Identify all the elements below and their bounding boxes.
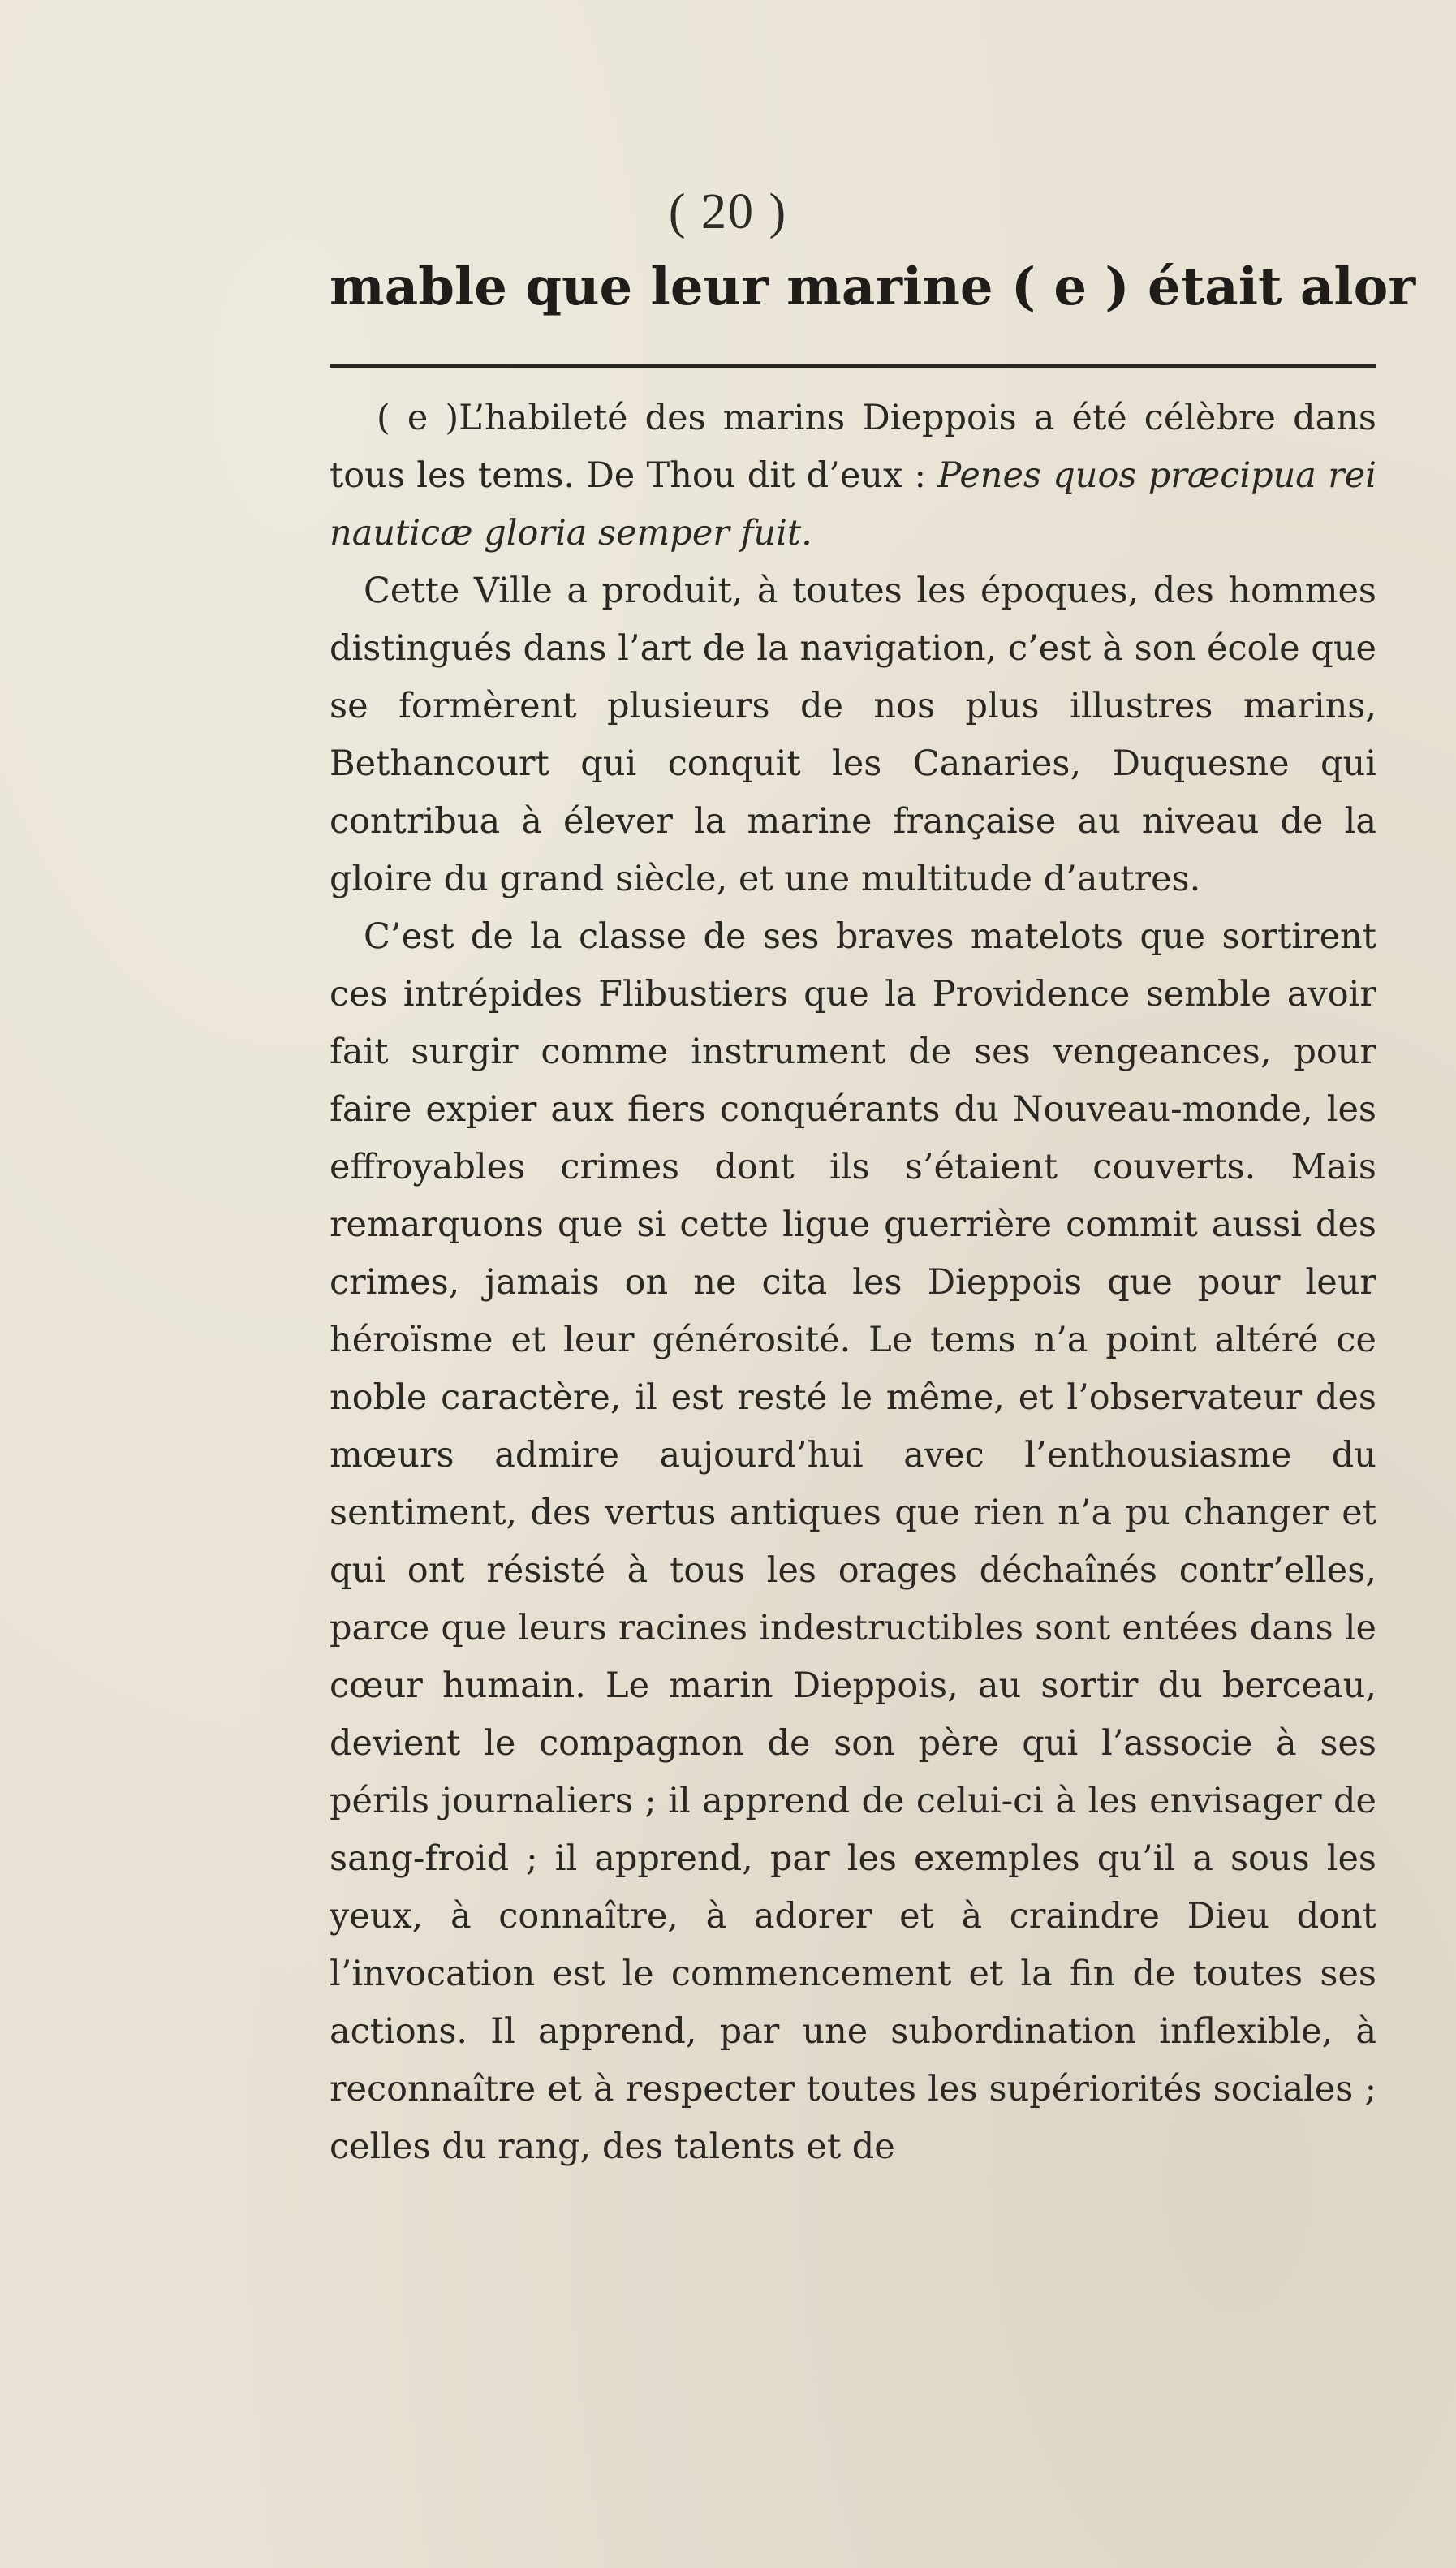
footnote-and-notes-block: [330, 390, 1376, 2176]
footnote-latin-quote: Penes quos præcipua rei nauticæ gloria semper fuit.: [330, 455, 1376, 554]
note-paragraph-1: Cette Ville a produit, à toutes les époques, des hommes distingués dans l’art de la navigation, c’est à son école que se formèrent plusieurs de nos plus illustres marins, Bethancourt qui conquit les Canaries, Duquesne qui contribua à élever la marine française au niveau de la gloire du grand siècle, et une multitude d’autres.: [330, 571, 1376, 899]
footnote-text: L’habileté des marins Dieppois a été célèbre dans tous les tems. De Thou dit d’eux :: [330, 398, 1376, 496]
note-paragraph-2: C’est de la classe de ses braves matelots que sortirent ces intrépides Flibustiers que la Providence semble avoir fait surgir comme instrument de ses vengeances, pour faire expier aux fiers conquérants du Nouveau-monde, les effroyables crimes dont ils s’étaient couverts. Mais remarquons que si cette ligue guerrière commit aussi des crimes, jamais on ne cita les Dieppois que pour leur héroïsme et leur générosité. Le tems n’a point altéré ce noble caractère, il est resté le même, et l’observateur des mœurs admire aujourd’hui avec l’enthousiasme du sentiment, des vertus antiques que rien n’a pu changer et qui ont résisté à tous les orages déchaînés contr’elles, parce que leurs racines indestructibles sont entées dans le cœur humain. Le marin Dieppois, au sortir du berceau, devient le compagnon de son père qui l’associe à ses périls journaliers ; il apprend de celui-ci à les envisager de sang-froid ; il apprend, par les exemples qu’il a sous les yeux, à connaître, à adorer et à craindre Dieu dont l’invocation est le commencement et la fin de toutes ses actions. Il apprend, par une subordination inflexible, à reconnaître et à respecter toutes les supériorités sociales ; celles du rang, des talents et de: [330, 916, 1376, 2167]
footnote-marker: ( e ): [377, 398, 459, 438]
footnote-e: [330, 390, 1376, 562]
footnote-separator-rule: [330, 364, 1376, 368]
carryover-text-line: mable que leur marine ( e ) était alor: [330, 256, 1416, 317]
page-number: ( 20 ): [668, 184, 788, 239]
